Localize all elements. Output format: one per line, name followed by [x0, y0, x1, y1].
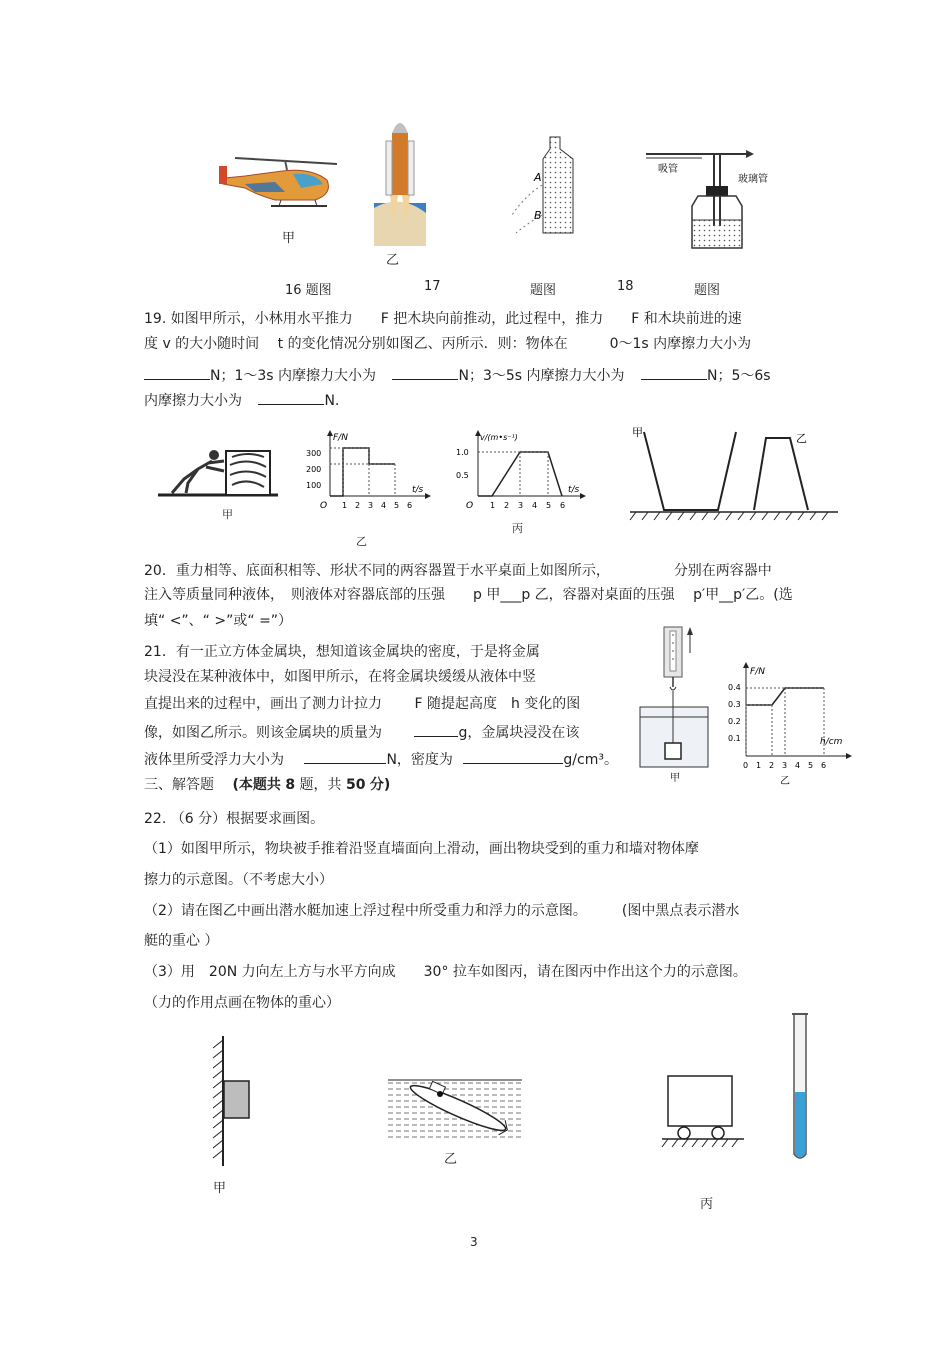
q19-text-e: N.	[324, 393, 340, 409]
caption-18: 18	[617, 279, 634, 294]
q19-force-ytick: 100	[306, 481, 322, 490]
container-label-yi: 乙	[796, 432, 807, 445]
q19-force-xtick: 6	[407, 501, 413, 510]
caption-16: 16 题图	[285, 283, 332, 298]
q20-line-1	[144, 562, 772, 580]
q19-text-a: N；1～3s 内摩擦力大小为	[210, 368, 377, 384]
q19-velocity-xtick: 4	[532, 501, 538, 510]
q21-xtick: 4	[795, 761, 801, 770]
q19-force-xtick: 4	[381, 501, 387, 510]
q21-xtick: 1	[756, 761, 762, 770]
q19-force-chart	[300, 430, 432, 520]
q22-p3b: （力的作用点画在物体的重心）	[144, 995, 340, 1011]
q21-chart-xlabel: h/cm	[820, 737, 843, 747]
q21-line-2: 块浸没在某种液体中，如图甲所示，在将金属块缓缓从液体中竖	[144, 669, 536, 685]
q21-ytick: 0.4	[728, 683, 741, 692]
q19-force-xtick: 5	[394, 501, 400, 510]
q19-text-b: N；3～5s 内摩擦力大小为	[458, 368, 625, 384]
q21-line-5	[144, 749, 618, 769]
q21-line-3: 直提出来的过程中，画出了测力计拉力 F 随提起高度 h 变化的图	[144, 696, 581, 712]
bottle-figure	[498, 135, 578, 235]
q21-chart-ylabel: F/N	[750, 667, 765, 677]
section3-info-b: 题，共	[299, 777, 342, 793]
submarine-figure[interactable]	[388, 1068, 522, 1142]
q20-line-3: 填“ <”、“ >”或“ =”）	[144, 613, 293, 629]
q19-velocity-xlabel: t/s	[568, 485, 580, 495]
container-label-jia: 甲	[632, 426, 643, 439]
q21-xtick: 5	[808, 761, 814, 770]
bottle-label-a: A	[534, 171, 542, 184]
q22-fig-label-bing: 丙	[700, 1197, 714, 1212]
q21-force-height-chart	[728, 660, 852, 790]
q19-line-1: 19. 如图甲所示，小林用水平推力 F 把木块向前推动，此过程中，推力 F 和木块前进的速	[144, 311, 742, 327]
q19-text-d: 内摩擦力大小为	[144, 393, 242, 409]
q19-fig-label-bing: 丙	[512, 522, 523, 535]
spring-scale-beaker-figure	[634, 625, 716, 785]
q19-velocity-xtick: 1	[490, 501, 496, 510]
q21-text-c: 液体里所受浮力大小为	[144, 752, 284, 768]
q21-line-1: 21．有一正立方体金属块，想知道该金属块的密度，于是将金属	[144, 644, 540, 660]
q20-line-2: 注入等质量同种液体， 则液体对容器底部的压强 p 甲___p 乙，容器对桌面的压强 p′甲__p′乙。(选	[144, 587, 793, 603]
rocket-label: 乙	[386, 253, 400, 268]
q22-p2a: （2）请在图乙中画出潜水艇加速上浮过程中所受重力和浮力的示意图。 (图中黑点表示潜水	[144, 903, 740, 919]
q20-text-1b: 分别在两容器中	[673, 563, 772, 579]
q19-blank-2[interactable]	[392, 365, 458, 380]
q21-fig-label-jia: 甲	[670, 773, 680, 784]
caption-18-tail: 题图	[694, 283, 721, 298]
q19-force-ytick: 200	[306, 465, 322, 474]
q21-blank-buoyancy[interactable]	[304, 749, 386, 764]
q19-velocity-ytick: 0.5	[456, 471, 469, 480]
q22-p1b: 擦力的示意图。（不考虑大小）	[144, 872, 333, 888]
section3-title: 三、解答题	[144, 777, 214, 793]
q19-line-2: 度 v 的大小随时间 t 的变化情况分别如图乙、丙所示．则：物体在 0～1s 内摩擦力大小为	[144, 336, 752, 352]
q19-velocity-xtick: 3	[518, 501, 524, 510]
wall-block-figure[interactable]	[205, 1034, 255, 1168]
q19-force-xtick: 1	[342, 501, 348, 510]
q21-xtick: 2	[769, 761, 775, 770]
q22-p3a: （3）用 20N 力向左上方与水平方向成 30° 拉车如图丙，请在图丙中作出这个力的示意图。	[144, 964, 747, 980]
section3-heading	[144, 776, 390, 794]
q19-velocity-chart	[452, 430, 587, 520]
q19-force-ylabel: F/N	[333, 433, 348, 443]
test-tube-figure	[790, 1012, 810, 1164]
q19-velocity-xtick: 2	[504, 501, 510, 510]
caption-17: 17	[424, 279, 441, 294]
section3-info-c: 分)	[369, 777, 391, 793]
section3-num-q: 8	[285, 777, 296, 793]
bottle-label-b: B	[534, 209, 542, 222]
heli-label: 甲	[282, 231, 296, 246]
glass-tube-label: 玻璃管	[738, 174, 768, 185]
helicopter-figure	[215, 148, 340, 214]
q21-ytick: 0.1	[728, 734, 741, 743]
q19-line-3	[144, 365, 771, 385]
q20-text-1a: 20．重力相等、底面积相等、形状不同的两容器置于水平桌面上如图所示，	[144, 563, 610, 579]
q22-p1a: （1）如图甲所示，物块被手推着沿竖直墙面向上滑动，画出物块受到的重力和墙对物体摩	[144, 841, 699, 857]
page-number: 3	[470, 1235, 478, 1249]
q21-xtick: 3	[782, 761, 788, 770]
q19-fig-label-yi: 乙	[356, 535, 367, 548]
cart-figure[interactable]	[660, 1072, 746, 1154]
q19-force-xtick: 3	[368, 501, 374, 510]
q19-force-origin: O	[320, 501, 328, 511]
q19-blank-3[interactable]	[641, 365, 707, 380]
q19-blank-4[interactable]	[258, 390, 324, 405]
q21-ytick: 0.2	[728, 717, 741, 726]
q19-force-xlabel: t/s	[412, 485, 424, 495]
q19-blank-1[interactable]	[144, 365, 210, 380]
series-line	[330, 448, 395, 496]
q19-fig-label-jia: 甲	[222, 508, 233, 521]
q19-velocity-origin: O	[466, 501, 474, 511]
q21-line-4	[144, 722, 579, 742]
q21-ytick: 0.3	[728, 700, 741, 709]
push-block-figure	[158, 445, 278, 499]
q21-text-d: N，密度为	[386, 752, 453, 768]
straw-jar-figure	[642, 148, 782, 256]
rocket-figure	[374, 113, 426, 246]
q21-blank-density[interactable]	[463, 749, 563, 764]
q19-velocity-xtick: 6	[560, 501, 566, 510]
q22-fig-label-jia: 甲	[213, 1181, 227, 1196]
section3-info-a: (本题共	[232, 777, 281, 793]
q19-velocity-ytick: 1.0	[456, 448, 469, 457]
q21-text-b: g，金属块浸没在该	[458, 725, 580, 741]
q21-xtick: 0	[743, 761, 749, 770]
q19-force-ytick: 300	[306, 449, 322, 458]
q19-velocity-xtick: 5	[546, 501, 552, 510]
q19-line-4	[144, 390, 339, 410]
q21-text-e: g/cm³。	[563, 752, 618, 768]
section3-score: 50	[345, 777, 366, 793]
q19-text-c: N；5～6s	[706, 368, 771, 384]
straw-label: 吸管	[658, 164, 678, 175]
q22-head: 22. （6 分）根据要求画图。	[144, 811, 325, 827]
q21-xtick: 6	[821, 761, 827, 770]
q21-text-a: 像，如图乙所示。则该金属块的质量为	[144, 725, 382, 741]
q19-velocity-ylabel: v/(m•s⁻¹)	[480, 433, 518, 442]
q21-blank-mass[interactable]	[414, 722, 458, 737]
q21-fig-label-yi: 乙	[780, 776, 790, 787]
q22-fig-label-yi: 乙	[444, 1152, 458, 1167]
two-containers-figure	[626, 422, 841, 522]
q19-force-xtick: 2	[355, 501, 361, 510]
q22-p2b: 艇的重心 ）	[144, 933, 219, 949]
caption-17-tail: 题图	[530, 283, 557, 298]
